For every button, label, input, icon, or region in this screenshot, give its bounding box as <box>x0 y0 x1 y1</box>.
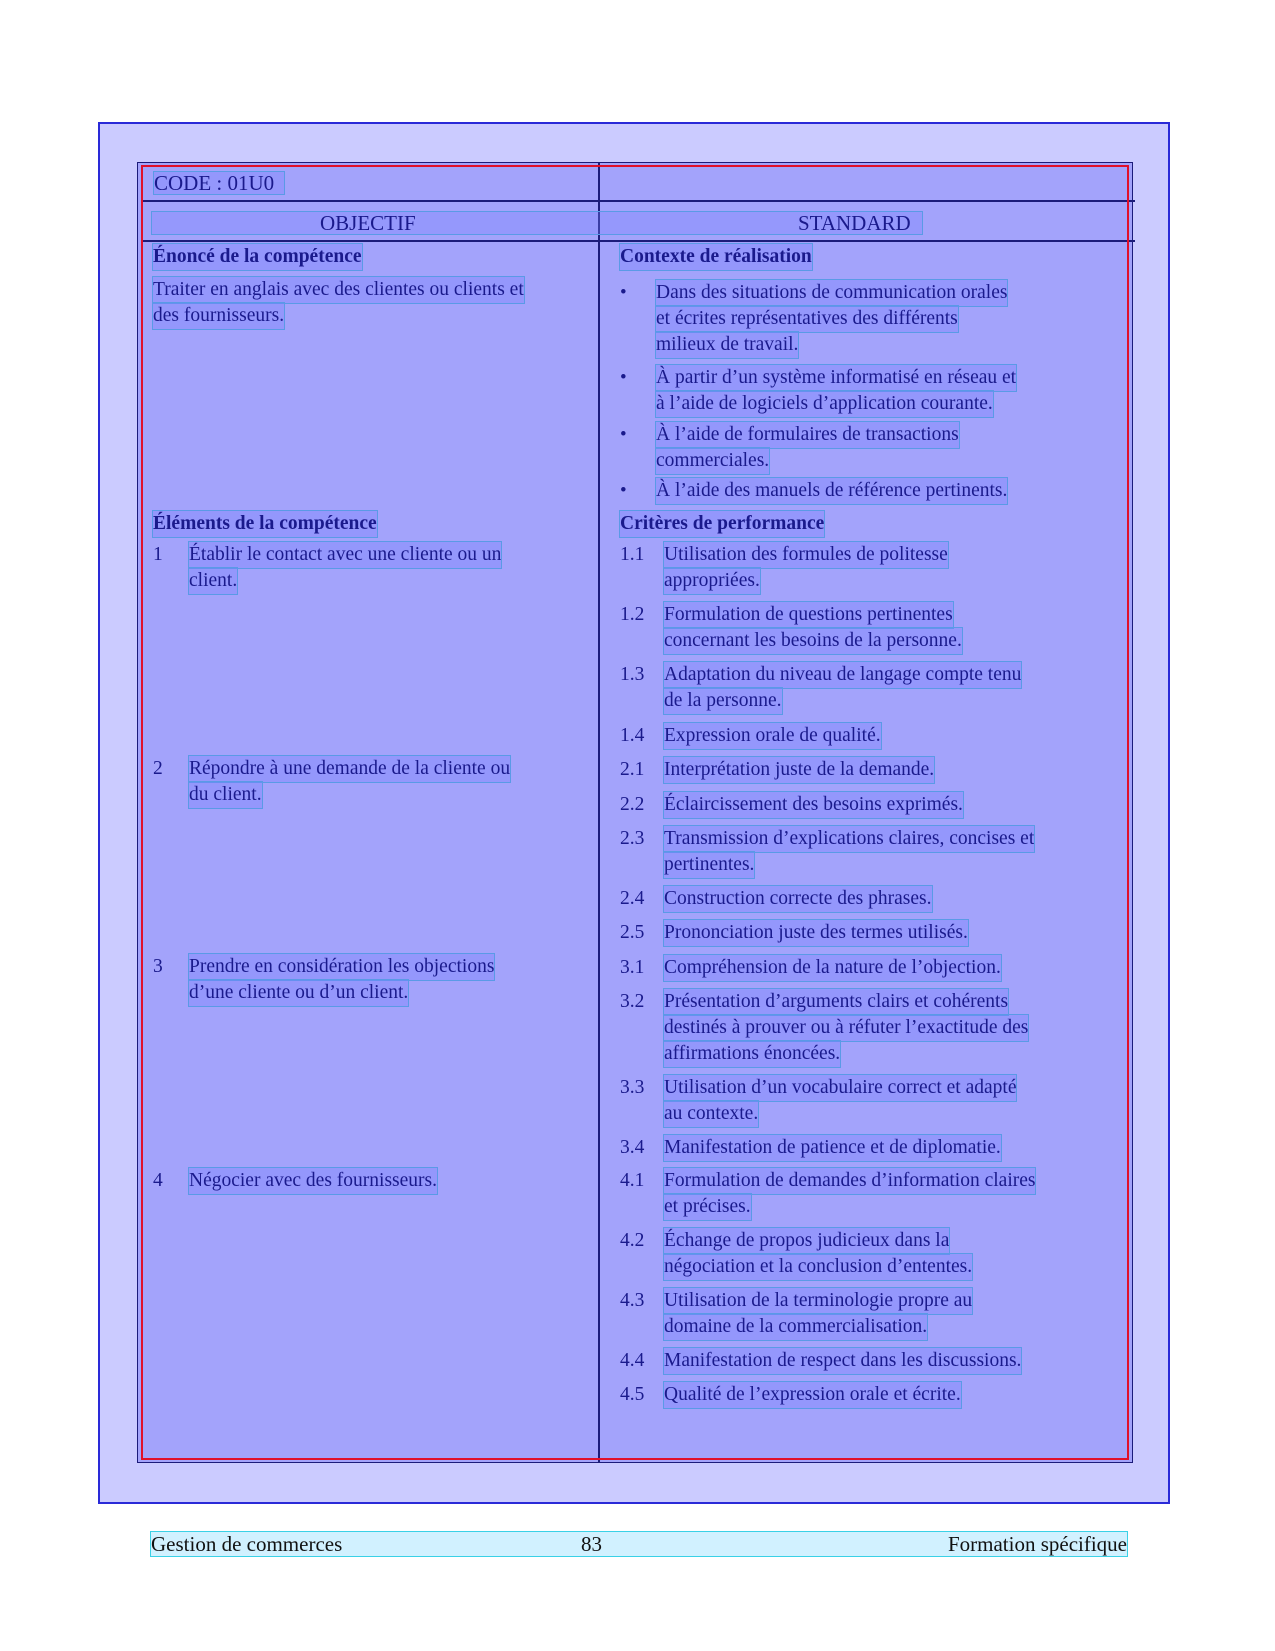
criterion-text: Présentation d’arguments clairs et cohérents <box>664 989 1008 1015</box>
criterion-text: Qualité de l’expression orale et écrite. <box>664 1382 961 1408</box>
element-text: Répondre à une demande de la cliente ou <box>189 756 510 782</box>
criterion-text: négociation et la conclusion d’ententes. <box>664 1254 972 1280</box>
element-text: client. <box>189 568 237 594</box>
criterion-number: 1.4 <box>620 725 645 746</box>
criterion-number: 3.2 <box>620 991 645 1012</box>
criterion-number: 2.3 <box>620 828 645 849</box>
enonce-line: des fournisseurs. <box>153 303 284 329</box>
bullet-icon: • <box>620 367 627 388</box>
criterion-number: 4.4 <box>620 1350 645 1371</box>
element-text: d’une cliente ou d’un client. <box>189 980 408 1006</box>
criterion-text: Éclaircissement des besoins exprimés. <box>664 792 963 818</box>
criterion-number: 4.3 <box>620 1290 645 1311</box>
element-number: 1 <box>153 544 163 565</box>
page-footer <box>151 1532 1127 1556</box>
criterion-text: appropriées. <box>664 568 760 594</box>
elements-title: Éléments de la compétence <box>153 511 377 537</box>
criterion-number: 2.4 <box>620 888 645 909</box>
header-objectif: OBJECTIF <box>320 211 416 235</box>
element-number: 4 <box>153 1170 163 1191</box>
contexte-line: À l’aide des manuels de référence pertinents. <box>656 478 1007 504</box>
criterion-text: Formulation de questions pertinentes <box>664 602 953 628</box>
contexte-line: À partir d’un système informatisé en réseau et <box>656 365 1016 391</box>
criterion-text: destinés à prouver ou à réfuter l’exactitude des <box>664 1015 1028 1041</box>
contexte-line: et écrites représentatives des différents <box>656 306 958 332</box>
criterion-text: Utilisation de la terminologie propre au <box>664 1288 972 1314</box>
criterion-text: et précises. <box>664 1194 751 1220</box>
criterion-text: de la personne. <box>664 688 782 714</box>
criterion-text: Prononciation juste des termes utilisés. <box>664 920 968 946</box>
footer-left: Gestion de commerces <box>151 1532 343 1556</box>
criterion-text: Construction correcte des phrases. <box>664 886 932 912</box>
criterion-number: 3.3 <box>620 1077 645 1098</box>
criterion-text: Formulation de demandes d’information claires <box>664 1168 1035 1194</box>
criterion-text: pertinentes. <box>664 852 754 878</box>
element-text: du client. <box>189 782 262 808</box>
criterion-text: concernant les besoins de la personne. <box>664 628 962 654</box>
criterion-text: Échange de propos judicieux dans la <box>664 1228 949 1254</box>
criterion-number: 2.2 <box>620 794 645 815</box>
code-label: CODE : 01U0 <box>154 172 284 194</box>
criterion-text: affirmations énoncées. <box>664 1041 840 1067</box>
bullet-icon: • <box>620 424 627 445</box>
criterion-number: 4.1 <box>620 1170 645 1191</box>
criterion-number: 3.4 <box>620 1137 645 1158</box>
contexte-line: milieux de travail. <box>656 332 798 358</box>
bullet-icon: • <box>620 480 627 501</box>
element-text: Prendre en considération les objections <box>189 954 494 980</box>
criterion-number: 1.1 <box>620 544 645 565</box>
row-divider-code <box>141 200 1135 202</box>
header-standard: STANDARD <box>798 211 911 235</box>
row-divider-header <box>141 240 1135 242</box>
criterion-number: 2.5 <box>620 922 645 943</box>
element-number: 2 <box>153 758 163 779</box>
criteres-title: Critères de performance <box>620 511 824 537</box>
contexte-line: À l’aide de formulaires de transactions <box>656 422 959 448</box>
criterion-text: Manifestation de respect dans les discussions. <box>664 1348 1021 1374</box>
criterion-text: Compréhension de la nature de l’objection. <box>664 955 1001 981</box>
enonce-line: Traiter en anglais avec des clientes ou clients et <box>153 277 524 303</box>
criterion-text: Interprétation juste de la demande. <box>664 757 934 783</box>
criterion-text: Transmission d’explications claires, concises et <box>664 826 1034 852</box>
element-text: Établir le contact avec une cliente ou un <box>189 542 501 568</box>
footer-right: Formation spécifique <box>947 1532 1127 1556</box>
contexte-title: Contexte de réalisation <box>620 244 812 270</box>
criterion-number: 4.2 <box>620 1230 645 1251</box>
contexte-line: Dans des situations de communication orales <box>656 280 1007 306</box>
criterion-text: Adaptation du niveau de langage compte tenu <box>664 662 1021 688</box>
footer-page-number: 83 <box>581 1532 602 1556</box>
criterion-number: 2.1 <box>620 759 645 780</box>
criterion-number: 1.3 <box>620 664 645 685</box>
contexte-line: commerciales. <box>656 448 769 474</box>
column-divider <box>598 162 600 1463</box>
criterion-number: 4.5 <box>620 1384 645 1405</box>
bullet-icon: • <box>620 282 627 303</box>
criterion-text: Manifestation de patience et de diplomatie. <box>664 1135 1001 1161</box>
element-text: Négocier avec des fournisseurs. <box>189 1168 437 1194</box>
criterion-text: Expression orale de qualité. <box>664 723 881 749</box>
criterion-number: 3.1 <box>620 957 645 978</box>
criterion-text: domaine de la commercialisation. <box>664 1314 927 1340</box>
criterion-text: Utilisation d’un vocabulaire correct et adapté <box>664 1075 1016 1101</box>
criterion-text: Utilisation des formules de politesse <box>664 542 948 568</box>
enonce-title: Énoncé de la compétence <box>153 244 362 270</box>
element-number: 3 <box>153 956 163 977</box>
contexte-line: à l’aide de logiciels d’application courante. <box>656 391 993 417</box>
criterion-text: au contexte. <box>664 1101 758 1127</box>
criterion-number: 1.2 <box>620 604 645 625</box>
